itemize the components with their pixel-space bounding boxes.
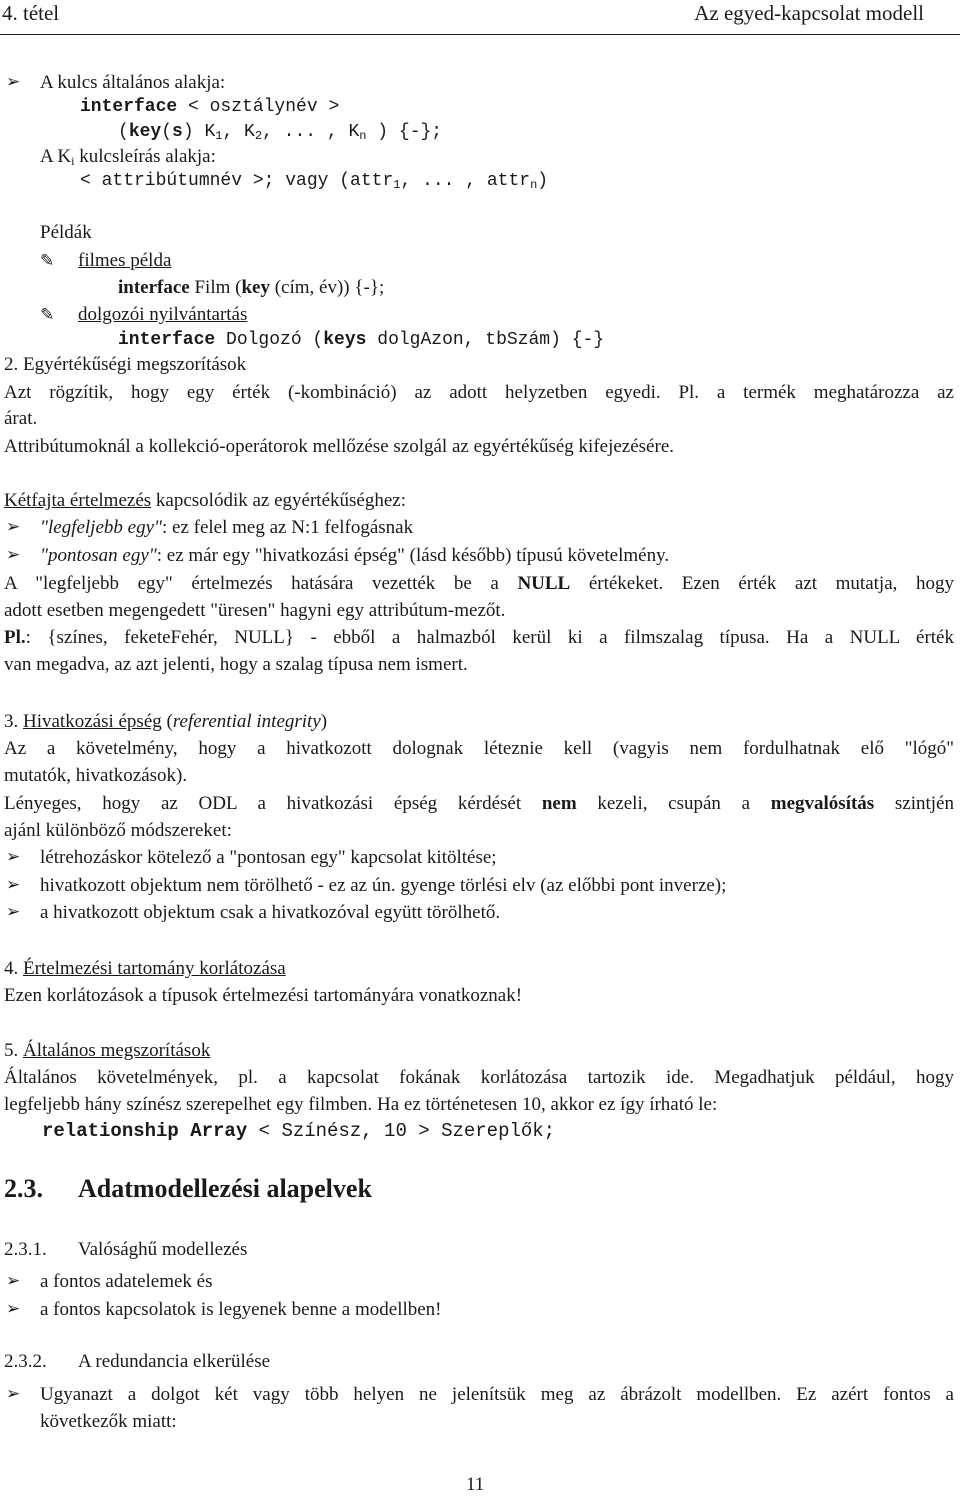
bullet-arrow-icon: ➢ bbox=[6, 517, 21, 536]
header-right: Az egyed-kapcsolat modell bbox=[694, 1, 924, 25]
section-2-3-2-title: A redundancia elkerülése bbox=[78, 1351, 271, 1372]
pencil-icon: ✎ bbox=[40, 305, 55, 324]
s2-p2: Attribútumoknál a kollekció-operátorok mellőzése szolgál az egyértékűség kifejezésére. bbox=[4, 436, 675, 457]
s2-p4-line1: Pl.: {színes, feketeFehér, NULL} - ebből a halmazból kerül ki a filmszalag típusa. Ha a NULL érték bbox=[4, 627, 954, 648]
section-3-heading: 3. Hivatkozási épség (referential integrity) bbox=[4, 711, 328, 732]
code-line-3: < attribútumnév >; vagy (attr$_1$, ... , attr$_n$) bbox=[80, 171, 549, 192]
section-2-3-number: 2.3. bbox=[4, 1174, 43, 1203]
code-line-1: interface < osztálynév > bbox=[80, 97, 340, 117]
s3-p2-line2: ajánl különböző módszereket: bbox=[4, 820, 232, 841]
section-2-3-1-number: 2.3.1. bbox=[4, 1239, 47, 1260]
s3-bullet-3: a hivatkozott objektum csak a hivatkozóval együtt törölhető. bbox=[40, 902, 501, 923]
code-line-2: (key(s) $K_1$, $K_2$, ... , $K_n$ ) {-}; bbox=[118, 122, 443, 143]
section-2-3-1-title: Valósághű modellezés bbox=[78, 1239, 248, 1260]
bullet-arrow-icon: ➢ bbox=[6, 847, 21, 866]
s232-bullet-1-line2: következők miatt: bbox=[40, 1411, 177, 1432]
s2-two-interpretations: Kétfajta értelmezés kapcsolódik az egyértékűséghez: bbox=[4, 490, 406, 511]
s231-bullet-1: a fontos adatelemek és bbox=[40, 1271, 213, 1292]
s2-p3-line2: adott esetben megengedett "üresen" hagyni egy attribútum-mezőt. bbox=[4, 600, 506, 621]
header-left: 4. tétel bbox=[2, 1, 60, 25]
section-2-3-title: Adatmodellezési alapelvek bbox=[78, 1174, 372, 1203]
bullet-arrow-icon: ➢ bbox=[6, 1271, 21, 1290]
section-2-3-2-number: 2.3.2. bbox=[4, 1351, 47, 1372]
s231-bullet-2: a fontos kapcsolatok is legyenek benne a modellben! bbox=[40, 1299, 442, 1320]
bullet-arrow-icon: ➢ bbox=[6, 902, 21, 921]
s4-p1: Ezen korlátozások a típusok értelmezési tartományára vonatkoznak! bbox=[4, 985, 523, 1006]
example-2-label: dolgozói nyilvántartás bbox=[78, 304, 248, 325]
s3-p2-line1: Lényeges, hogy az ODL a hivatkozási épség kérdését nem kezeli, csupán a megvalósítás szintjén bbox=[4, 793, 954, 814]
example-1-label: filmes példa bbox=[78, 250, 172, 271]
s3-p1-line1: Az a követelmény, hogy a hivatkozott dolognak léteznie kell (vagyis nem fordulhatnak elő "lógó" bbox=[4, 738, 954, 759]
section-2-heading: 2. Egyértékűségi megszorítások bbox=[4, 354, 247, 375]
bullet-arrow-icon: ➢ bbox=[6, 72, 21, 91]
bullet-arrow-icon: ➢ bbox=[6, 1384, 21, 1403]
section-4-heading: 4. Értelmezési tartomány korlátozása bbox=[4, 958, 286, 979]
s2-p1-line1: Azt rögzítik, hogy egy érték (-kombináció) az adott helyzetben egyedi. Pl. a termék meghatározza az bbox=[4, 382, 954, 403]
s2-bullet-2: "pontosan egy": ez már egy "hivatkozási épség" (lásd később) típusú követelmény. bbox=[40, 545, 670, 566]
section-5-heading: 5. Általános megszorítások bbox=[4, 1040, 211, 1061]
bullet-arrow-icon: ➢ bbox=[6, 1299, 21, 1318]
s2-bullet-1: "legfeljebb egy": ez felel meg az N:1 felfogásnak bbox=[40, 517, 414, 538]
example-1-code: interface Film (key (cím, év)) {-}; bbox=[118, 277, 385, 298]
s2-p3-line1: A "legfeljebb egy" értelmezés hatására vezették be a NULL értékeket. Ezen érték azt mutatja, hogy bbox=[4, 573, 954, 594]
header-rule bbox=[0, 34, 960, 35]
s5-code: relationship Array < Színész, 10 > Szereplők; bbox=[42, 1120, 556, 1142]
key-intro: A kulcs általános alakja: bbox=[40, 72, 226, 93]
s3-bullet-2: hivatkozott objektum nem törölhető - ez az ún. gyenge törlési elv (az előbbi pont inverze); bbox=[40, 875, 727, 896]
s5-p1-line2: legfeljebb hány színész szerepelhet egy filmben. Ha ez történetesen 10, akkor ez így írható le: bbox=[4, 1094, 718, 1115]
s2-p4-line2: van megadva, az azt jelenti, hogy a szalag típusa nem ismert. bbox=[4, 654, 468, 675]
s232-bullet-1-line1: Ugyanazt a dolgot két vagy több helyen ne jelenítsük meg az ábrázolt modellben. Ez azért fontos a bbox=[40, 1384, 954, 1405]
bullet-arrow-icon: ➢ bbox=[6, 545, 21, 564]
examples-title: Példák bbox=[40, 222, 92, 243]
bullet-arrow-icon: ➢ bbox=[6, 875, 21, 894]
s3-bullet-1: létrehozáskor kötelező a "pontosan egy" kapcsolat kitöltése; bbox=[40, 847, 497, 868]
s3-p1-line2: mutatók, hivatkozások). bbox=[4, 765, 188, 786]
pencil-icon: ✎ bbox=[40, 251, 55, 270]
s2-p1-line2: árat. bbox=[4, 408, 38, 429]
ki-line: A $K_i$ kulcsleírás alakja: bbox=[40, 146, 216, 168]
page-number: 11 bbox=[466, 1474, 485, 1495]
s5-p1-line1: Általános követelmények, pl. a kapcsolat fokának korlátozása tartozik ide. Megadhatjuk például, hogy bbox=[4, 1067, 954, 1088]
example-2-code: interface Dolgozó (keys dolgAzon, tbSzám) {-} bbox=[118, 330, 605, 350]
